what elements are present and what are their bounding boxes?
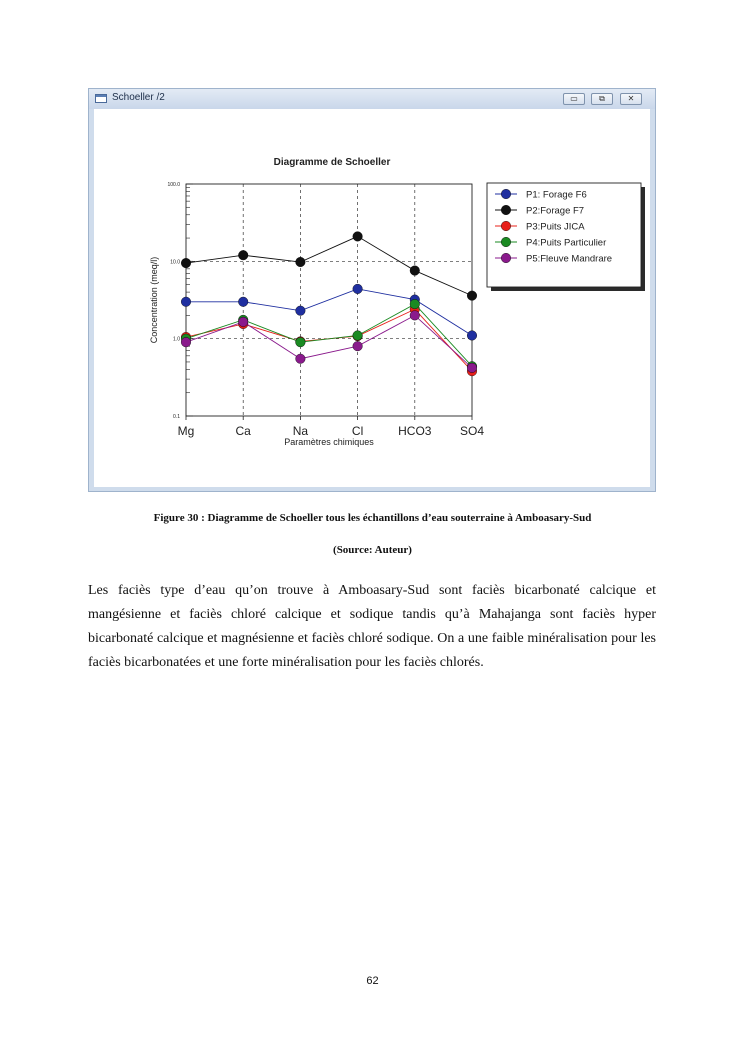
- data-point-p1-cl: [353, 284, 363, 294]
- data-point-p2-cl: [353, 232, 363, 242]
- page-number: 62: [366, 975, 379, 987]
- y-axis-label: Concentration (meq/l): [149, 256, 159, 344]
- x-tick-label-hco3: HCO3: [398, 424, 432, 438]
- x-tick-label-na: Na: [292, 424, 309, 438]
- close-button[interactable]: ✕: [620, 93, 642, 105]
- data-point-p1-ca: [238, 297, 248, 307]
- series-line-p2: [186, 236, 472, 295]
- maximize-button[interactable]: ⧉: [591, 93, 613, 105]
- data-point-p1-so4: [467, 331, 477, 341]
- legend-marker-p5: [501, 253, 511, 263]
- minimize-button[interactable]: ▭: [563, 93, 585, 105]
- schoeller-window: [88, 88, 656, 492]
- schoeller-chart: [94, 109, 650, 487]
- data-point-p2-na: [296, 257, 306, 267]
- legend-marker-p4: [501, 237, 511, 247]
- x-tick-label-cl: Cl: [351, 424, 364, 438]
- chart-title: Diagramme de Schoeller: [273, 157, 391, 168]
- chart-area: [94, 109, 650, 487]
- y-tick-label: 100.0: [167, 182, 180, 188]
- y-tick-label: 1.0: [173, 336, 180, 343]
- y-tick-label: 0.1: [173, 414, 180, 420]
- y-tick-label: 10.0: [170, 259, 180, 266]
- data-point-p2-mg: [181, 258, 191, 268]
- window-app-icon: [95, 94, 107, 103]
- legend-marker-p3: [501, 221, 511, 231]
- legend-label-p1: P1: Forage F6: [526, 189, 587, 201]
- figure-caption: Figure 30 : Diagramme de Schoeller tous les échantillons d’eau souterraine à Amboasary-Sud: [153, 512, 592, 524]
- data-point-p5-so4: [467, 363, 477, 373]
- data-point-p1-mg: [181, 297, 191, 307]
- body-paragraph: Les faciès type d’eau qu’on trouve à Amboasary-Sud sont faciès bicarbonaté calcique et mangésienne et faciès chloré calcique et sodique tandis qu’à Mahajanga sont faciès hyper bicarbonaté calcique et magnésienne et faciès chloré sodique. On a une faible minéralisation pour les faciès bicarbonatées et une forte minéralisation pour les faciès chlorés.: [88, 583, 656, 670]
- x-axis-label: Paramètres chimiques: [284, 437, 374, 447]
- data-point-p4-cl: [353, 331, 363, 341]
- data-point-p2-ca: [238, 250, 248, 260]
- data-point-p5-na: [296, 354, 306, 364]
- window-titlebar[interactable]: [89, 89, 655, 109]
- data-point-p4-na: [296, 337, 306, 347]
- data-point-p5-hco3: [410, 311, 420, 321]
- data-point-p2-hco3: [410, 266, 420, 276]
- data-point-p4-hco3: [410, 299, 420, 309]
- series-line-p5: [186, 315, 472, 367]
- legend-marker-p1: [501, 189, 511, 199]
- figure-source: (Source: Auteur): [333, 544, 412, 556]
- data-point-p5-mg: [181, 337, 191, 347]
- data-point-p5-ca: [238, 317, 248, 327]
- legend-label-p3: P3:Puits JICA: [526, 221, 585, 233]
- data-point-p5-cl: [353, 341, 363, 351]
- legend-label-p2: P2:Forage F7: [526, 205, 585, 217]
- series-line-p4: [186, 304, 472, 366]
- window-title: Schoeller /2: [112, 92, 165, 103]
- data-point-p1-na: [296, 306, 306, 316]
- x-tick-label-ca: Ca: [235, 424, 251, 438]
- x-tick-label-mg: Mg: [177, 424, 195, 438]
- legend-marker-p2: [501, 205, 511, 215]
- series-line-p3: [186, 309, 472, 371]
- x-tick-label-so4: SO4: [459, 424, 485, 438]
- legend-label-p4: P4:Puits Particulier: [526, 237, 607, 249]
- legend-label-p5: P5:Fleuve Mandrare: [526, 253, 613, 265]
- data-point-p2-so4: [467, 291, 477, 301]
